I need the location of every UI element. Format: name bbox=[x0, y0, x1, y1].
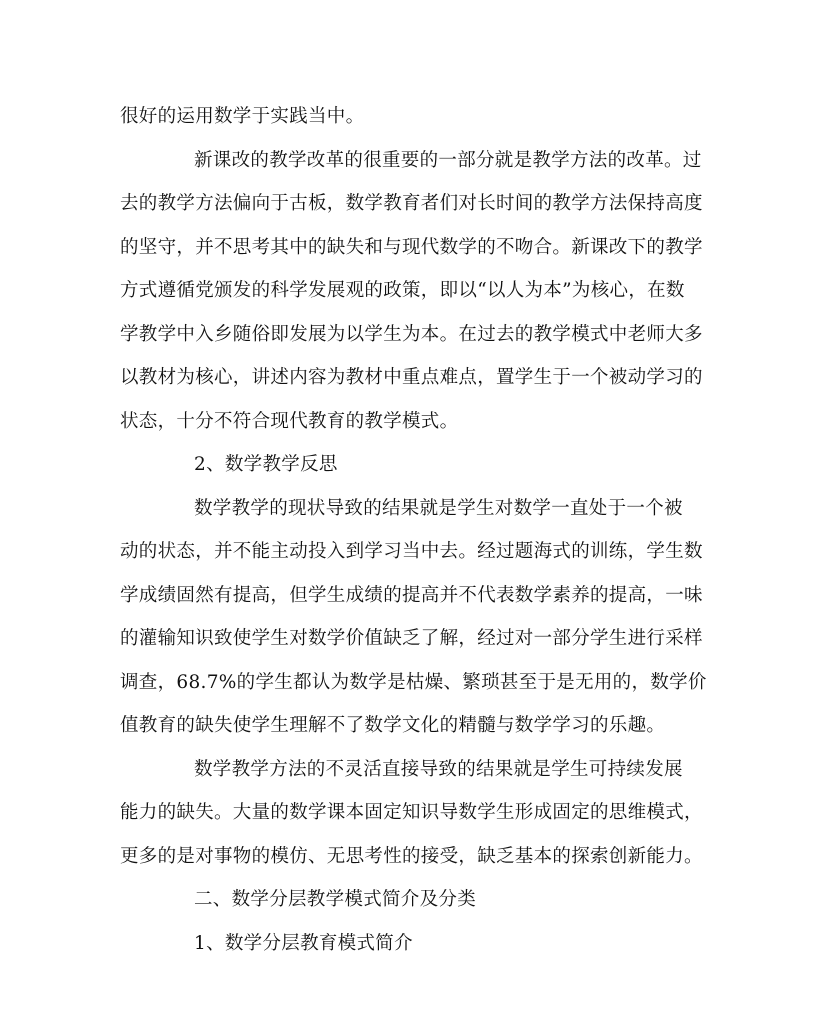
text-line: 新课改的教学改革的很重要的一部分就是教学方法的改革。过 bbox=[194, 150, 702, 171]
section-heading: 2、数学教学反思 bbox=[194, 454, 338, 475]
text-line: 数学教学的现状导致的结果就是学生对数学一直处于一个被 bbox=[194, 498, 683, 519]
text-line: 数学教学方法的不灵活直接导致的结果就是学生可持续发展 bbox=[194, 759, 683, 780]
text-line: 的坚守，并不思考其中的缺失和与现代数学的不吻合。新课改下的教学 bbox=[120, 237, 703, 258]
text-line: 值教育的缺失使学生理解不了数学文化的精髓与数学学习的乐趣。 bbox=[120, 715, 666, 736]
text-line: 学教学中入乡随俗即发展为以学生为本。在过去的教学模式中老师大多 bbox=[120, 324, 703, 345]
text-line: 以教材为核心，讲述内容为教材中重点难点，置学生于一个被动学习的 bbox=[120, 367, 703, 388]
text-line: 状态，十分不符合现代教育的教学模式。 bbox=[120, 411, 459, 432]
section-heading: 二、数学分层教学模式简介及分类 bbox=[194, 889, 477, 910]
text-line: 很好的运用数学于实践当中。 bbox=[120, 106, 365, 127]
text-line: 方式遵循党颁发的科学发展观的政策，即以“以人为本”为核心，在数 bbox=[120, 280, 685, 301]
text-line: 的灌输知识致使学生对数学价值缺乏了解，经过对一部分学生进行采样 bbox=[120, 628, 703, 649]
text-line: 能力的缺失。大量的数学课本固定知识导数学生形成固定的思维模式， bbox=[120, 802, 703, 823]
text-line: 更多的是对事物的模仿、无思考性的接受，缺乏基本的探索创新能力。 bbox=[120, 846, 703, 867]
text-line: 去的教学方法偏向于古板，数学教育者们对长时间的教学方法保持高度 bbox=[120, 193, 703, 214]
text-line: 动的状态，并不能主动投入到学习当中去。经过题海式的训练，学生数 bbox=[120, 541, 703, 562]
section-heading: 1、数学分层教育模式简介 bbox=[194, 933, 413, 954]
text-line: 学成绩固然有提高，但学生成绩的提高并不代表数学素养的提高，一味 bbox=[120, 585, 703, 606]
text-line: 调查，68.7%的学生都认为数学是枯燥、繁琐甚至于是无用的，数学价 bbox=[120, 672, 707, 693]
